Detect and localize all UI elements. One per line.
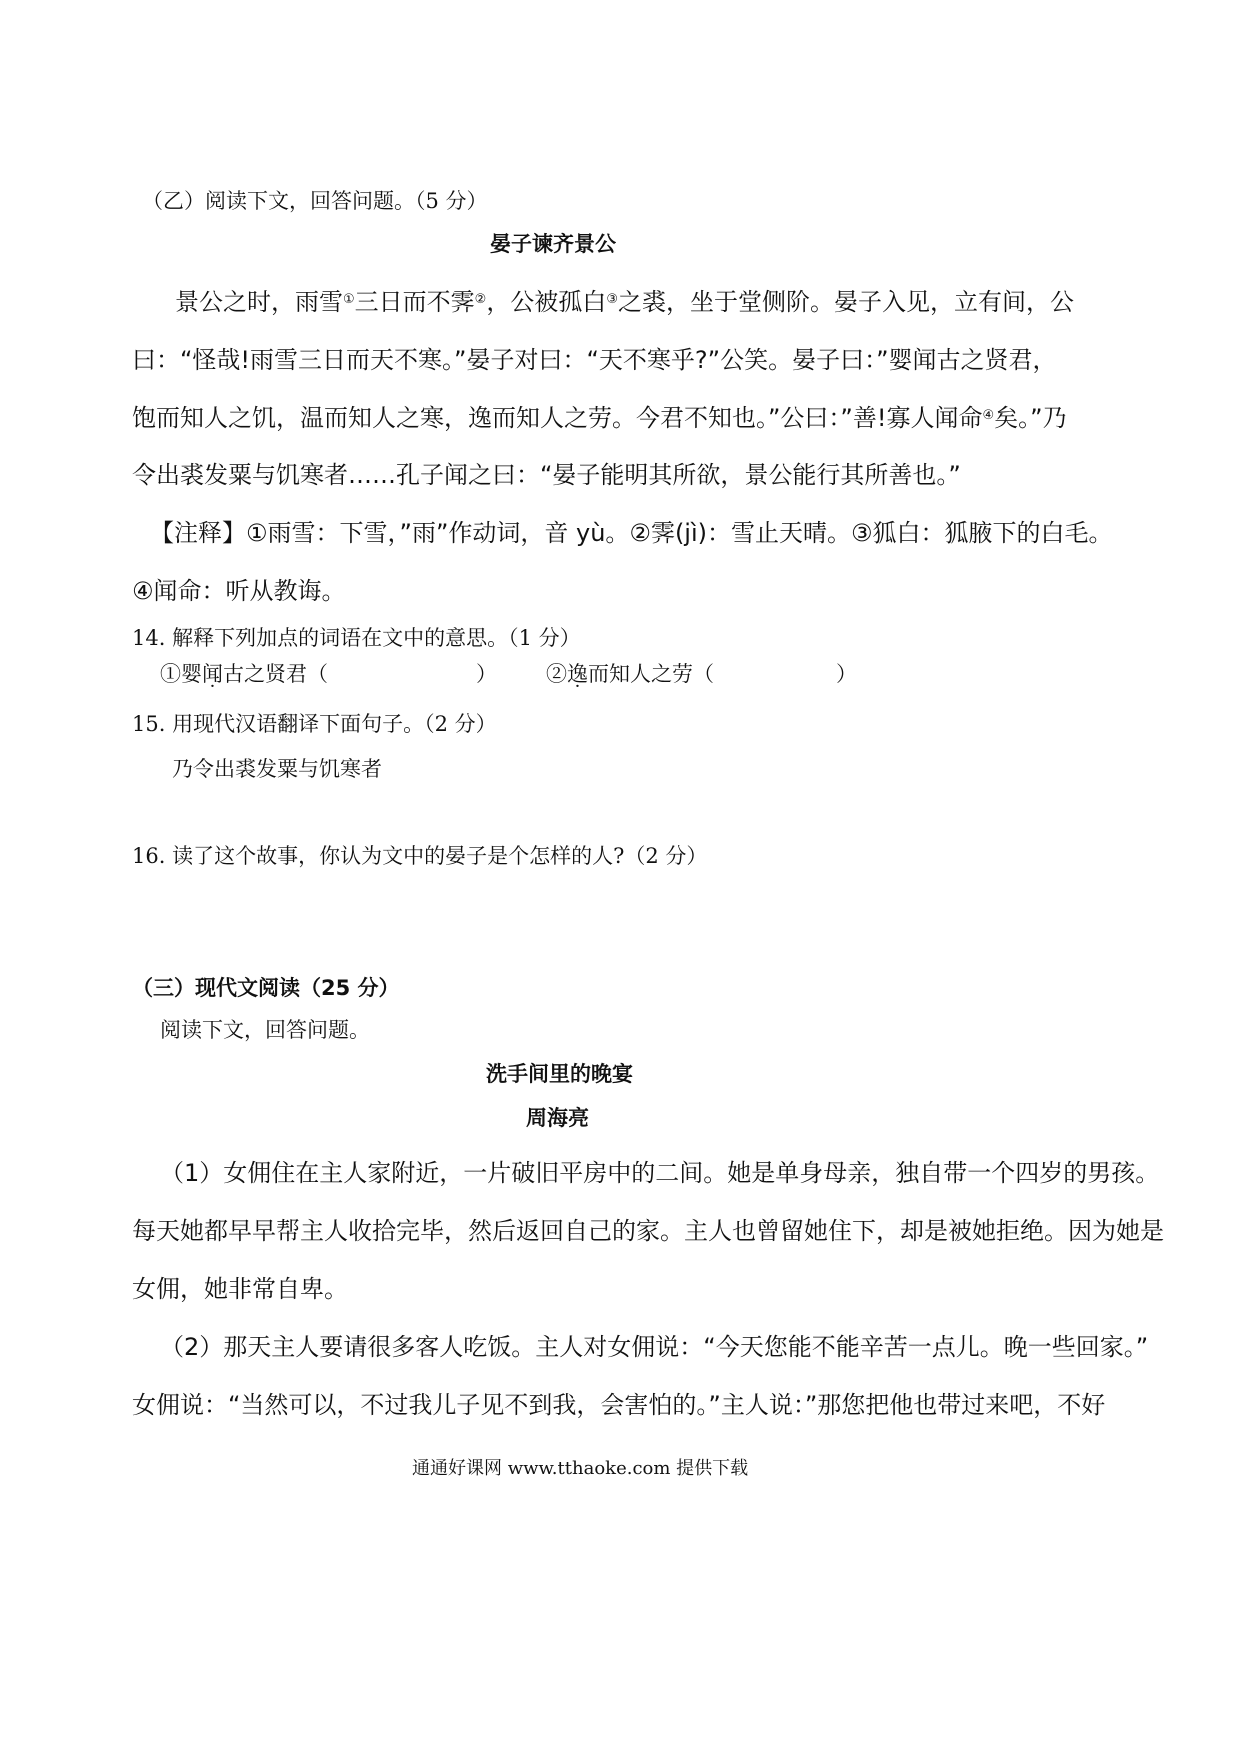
question-14-stem: 14. 解释下列加点的词语在文中的意思。（1 分） xyxy=(132,626,581,650)
question-14-item-1: ①婴闻古之贤君（ ） xyxy=(160,662,497,686)
classical-text-line-2: 曰：“怪哉!雨雪三日而天不寒。”晏子对曰：“天不寒乎?”公笑。晏子曰：”婴闻古之贤君， xyxy=(132,346,1057,374)
story-p2-line-1: （2）那天主人要请很多客人吃饭。主人对女佣说：“今天您能不能辛苦一点儿。晚一些回家。” xyxy=(160,1333,1149,1361)
classical-text-line-1: 景公之时，雨雪①三日而不霁②，公被孤白③之裘，坐于堂侧阶。晏子入见，立有间，公 xyxy=(175,288,1074,316)
story-p1-line-3: 女佣，她非常自卑。 xyxy=(132,1275,348,1303)
question-15-sentence: 乃令出裘发粟与饥寒者 xyxy=(172,757,382,781)
question-15-stem: 15. 用现代汉语翻译下面句子。（2 分） xyxy=(132,712,497,736)
story-p1-line-2: 每天她都早早帮主人收拾完毕，然后返回自己的家。主人也曾留她住下，却是被她拒绝。因为她是 xyxy=(132,1217,1164,1245)
story-p1-line-1: （1）女佣住在主人家附近，一片破旧平房中的二间。她是单身母亲，独自带一个四岁的男孩。 xyxy=(160,1159,1160,1187)
section-3-heading: （三）现代文阅读（25 分） xyxy=(132,976,400,1000)
classical-text-line-4: 令出裘发粟与饥寒者……孔子闻之曰：“晏子能明其所欲，景公能行其所善也。” xyxy=(132,461,961,489)
section-3-instruction: 阅读下文，回答问题。 xyxy=(160,1018,370,1042)
story-p2-line-2: 女佣说：“当然可以，不过我儿子见不到我，会害怕的。”主人说：”那您把他也带过来吧，不好 xyxy=(132,1391,1106,1419)
notes-line-1: 【注释】①雨雪：下雪，”雨”作动词，音 yù。②霁(jì)：雪止天晴。③狐白：狐腋下的白毛。 xyxy=(150,519,1113,547)
classical-text-line-3: 饱而知人之饥，温而知人之寒，逸而知人之劳。今君不知也。”公曰：”善!寡人闻命④矣。”乃 xyxy=(132,404,1067,432)
page-footer: 通通好课网 www.tthaoke.com 提供下载 xyxy=(412,1458,749,1479)
story-author: 周海亮 xyxy=(526,1106,589,1130)
story-title: 洗手间里的晚宴 xyxy=(486,1062,633,1086)
question-16-stem: 16. 读了这个故事，你认为文中的晏子是个怎样的人?（2 分） xyxy=(132,844,708,868)
section-yi-heading: （乙）阅读下文，回答问题。（5 分） xyxy=(142,189,488,213)
notes-line-2: ④闻命：听从教诲。 xyxy=(132,577,346,605)
question-14-item-2: ②逸而知人之劳（ ） xyxy=(546,662,857,686)
classical-text-title: 晏子谏齐景公 xyxy=(490,232,616,256)
